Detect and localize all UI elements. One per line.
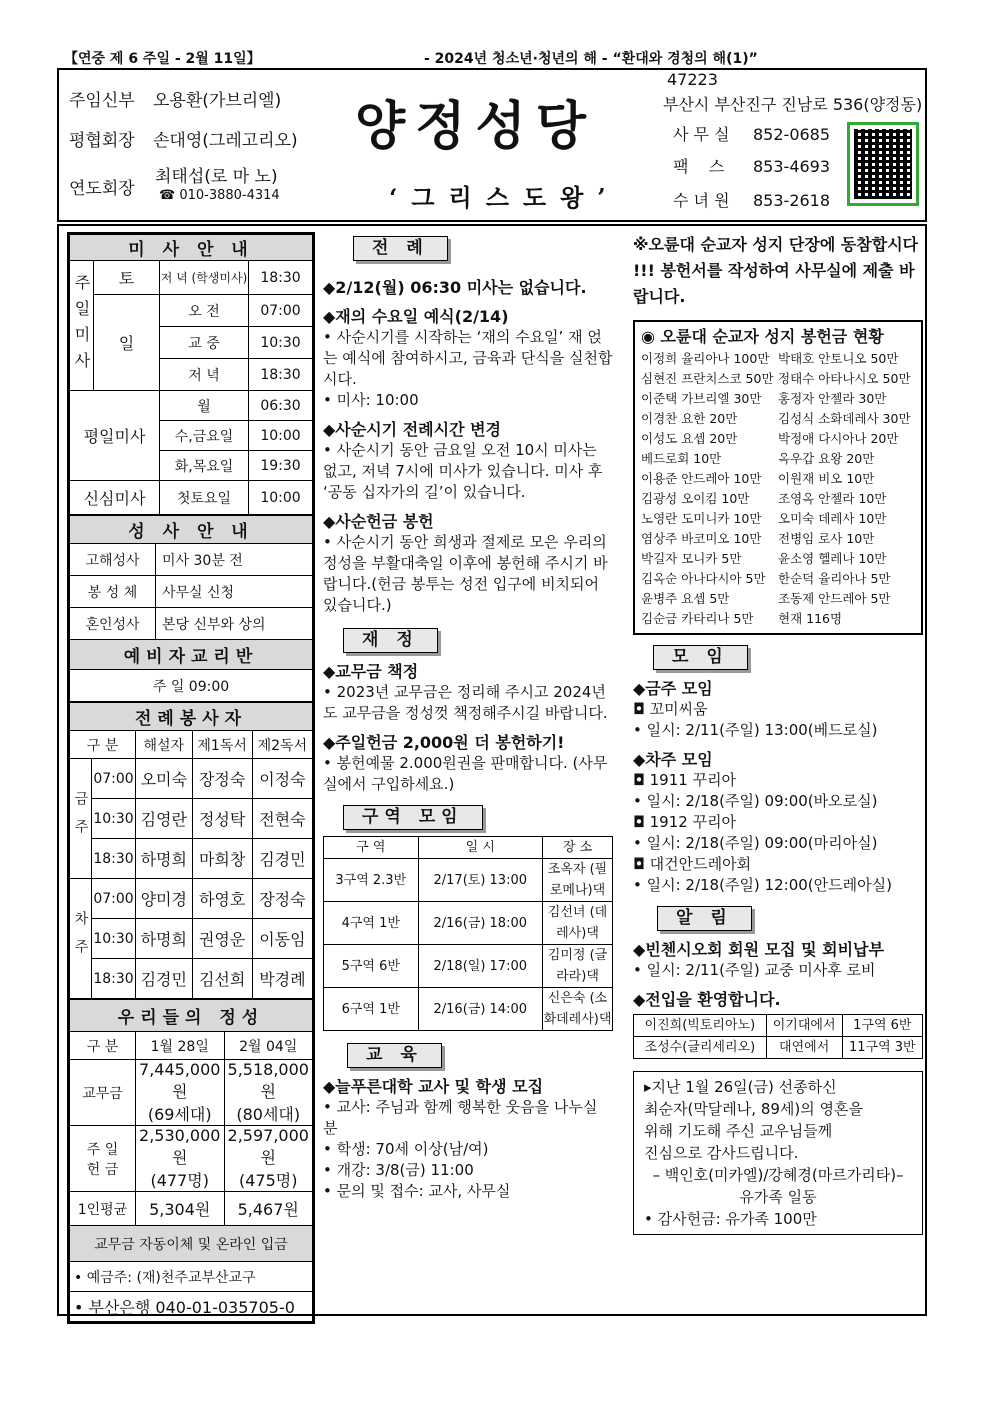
odyundae-notice: ※오륜대 순교자 성지 단장에 동참합시다 !!! 봉헌서를 작성하여 사무실에 제출 바랍니다. [633,235,919,306]
issue-line [64,48,914,68]
convent-row: 수 녀 원 853-2618 [673,191,831,210]
issue-date: 【연중 제 6 주일 - 2월 11일】 [64,51,261,67]
pastor-row: 주임신부 오용환(가브리엘) [69,91,282,111]
parish-subtitle: ‘그리스도왕’ [389,183,620,212]
sacrament-table: 성 사 안 내 고해성사 미사 30분 전 봉 성 체 사무실 신청 혼인성사 본당 신부와 상의 예비자교리반 주 일 09:00 [69,515,313,702]
district-title: 구역 모임 [343,805,483,830]
address: 부산시 부산진구 진남로 536(양정동) [663,95,923,114]
sun-label: 일 [94,295,160,391]
office-row: 사 무 실 852-0685 [673,125,831,144]
yeondo-name: 최태섭(로 마 노) [155,167,278,187]
qr-code-icon[interactable] [847,122,919,206]
offering-table: 우리들의 정성 구 분 1월 28일 2월 04일 교무금 7,445,000원 (69세대) 5,518,000원 (80세대) 주 일 헌 금 2,530,000원 (477명) 2,597,000원 (475명) 1인평균 5,304원 5,467원 교무금 자동이체 및 온라인 입금 • 예금주: (재)천주교부산교구 • 부산은행 040-01-035705-0 [69,999,313,1322]
thanks-memo: ▸지난 1월 26일(금) 선종하신 최순자(막달레나, 89세)의 영혼을 위해 기도해 주신 교우님들께 진심으로 감사드립니다. – 백인호(미카엘)/강혜경(마르가리타)– 유가족 일동 • 감사헌금: 유가족 100만 [633,1071,923,1235]
parish-title: 양정성당 [355,96,596,157]
postcode: 47223 [667,70,718,89]
finance-title: 재 정 [343,628,438,653]
education-title: 교 육 [347,1043,442,1068]
sunday-label: 주일미사 [70,261,94,391]
donation-table: 이정희 율리아나 100만 박태호 안토니오 50만 심현진 프란치스코 50만 정태수 아타나시오 50만 이준택 가브리엘 30만 홍정자 안젤라 30만 이경찬 요한 20만 김성식 소화데레사 30만 이성도 요셉 20만 박정애 다시아나 20만 베드로회 10만 옥우갑 요왕 20만 이용준 안드레아 10만 이원재 비오 10만 김광성 오이킴 10만 조영옥 안젤라 10만 노영란 도미니카 10만 오미숙 데레사 10만 염상주 바코미오 10만 전병임 로사 10만 박길자 모니카 5만 윤소영 헬레나 10만 김옥순 아나다시아 5만 한순덕 율리아나 5만 윤병주 요셉 5만 조동제 안드레아 5만 김순금 카타리나 5만 현재 116명 [641,351,911,626]
weekday-label: 평일미사 [70,391,160,481]
mass-time: 18:30 [249,261,313,295]
header [57,68,927,222]
mass-table: 미 사 안 내 주일미사 토 저 녁 (학생미사) 18:30 일 오 전 07:00 교 중 10:30 저 녁 18:30 평일미사 월 06:30 수,금요일 10:00 화,목요일 19:30 신심미사 첫토요일 10:00 [69,234,313,515]
donation-box: ◉ 오륜대 순교자 성지 봉헌금 현황 이정희 율리아나 100만 박태호 안토니오 50만 심현진 프란치스코 50만 정태수 아타나시오 50만 이준택 가브리엘 30만 홍정자 안젤라 30만 이경찬 요한 20만 김성식 소화데레사 30만 이성도 요셉 20만 박정애 다시아나 20만 베드로회 10만 옥우갑 요왕 20만 이용준 안드레아 10만 이원재 비오 10만 김광성 오이킴 10만 조영옥 안젤라 10만 노영란 도미니카 10만 오미숙 데레사 10만 염상주 바코미오 10만 전병임 로사 10만 박길자 모니카 5만 윤소영 헬레나 10만 김옥순 아나다시아 5만 한순덕 율리아나 5만 윤병주 요셉 5만 조동제 안드레아 5만 김순금 카타리나 5만 현재 116명 [633,320,923,635]
year-theme: - 2024년 청소년·청년의 해 - “환대와 경청의 해(1)” [424,51,758,67]
yeondo-row: 연도회장 [69,179,135,199]
liturgy-title: 전 례 [353,236,448,261]
mass-name: 저 녁 (학생미사) [160,261,249,295]
welcome-table: 이진희(빅토리아노) 이기대에서 1구역 6반 조성수(글리세리오) 대연에서 11구역 3반 [633,1014,923,1059]
fax-row: 팩 스 853-4693 [673,157,831,176]
right-column: ※오륜대 순교자 성지 단장에 동참합시다 !!! 봉헌서를 작성하여 사무실에 제출 바랍니다. ◉ 오륜대 순교자 성지 봉헌금 현황 이정희 율리아나 100만 박태호 안토니오 50만 심현진 프란치스코 50만 정태수 아타나시오 50만 이준택 가브리엘 30만 홍정자 안젤라 30만 이경찬 요한 20만 김성식 소화데레사 30만 이성도 요셉 20만 박정애 다시아나 20만 베드로회 10만 옥우갑 요왕 20만 이용준 안드레아 10만 이원재 비오 10만 김광성 오이킴 10만 조영옥 안젤라 10만 노영란 도미니카 10만 오미숙 데레사 10만 염상주 바코미오 10만 전병임 로사 10만 박길자 모니카 5만 윤소영 헬레나 10만 김옥순 아나다시아 5만 한순덕 율리아나 5만 윤병주 요셉 5만 조동제 안드레아 5만 김순금 카타리나 5만 현재 116명 모 임 ◆금주 모임 ◘ 꼬미씨움 • 일시: 2/11(주일) 13:00(베드로실) ◆차주 모임 ◘ 1911 꾸리아 • 일시: 2/18(주일) 09:00(바오로실) ◘ 1912 꾸리아 • 일시: 2/18(주일) 09:00(마리아실) ◘ 대건안드레아회 • 일시: 2/18(주일) 12:00(안드레아실) 알 림 ◆빈첸시오회 회원 모집 및 회비납부 • 일시: 2/11(주일) 교중 미사후 로비 ◆전입을 환영합니다. 이진희(빅토리아노) 이기대에서 1구역 6반 조성수(글리세리오) 대연에서 11구역 3반 ▸지난 1월 26일(금) 선종하신 최순자(막달레나, 89세)의 영혼을 위해 기도해 주신 교우님들께 진심으로 감사드립니다. – 백인호(미카엘)/강혜경(마르가리타)– 유가족 일동 • 감사헌금: 유가족 100만 [633,232,923,1235]
yeondo-phone: ☎ 010-3880-4314 [159,188,280,203]
servers-table: 전례봉사자 구 분 해설자 제1독서 제2독서 금주 07:00 오미숙 장정숙 이정숙 10:30 김영란 정성탁 전현숙 18:30 하명희 마희창 김경민 차주 07:00 양미경 하영호 장정숙 10:30 하명희 권영운 이동임 18:30 김경민 김선희 박경례 [69,702,313,999]
mass-title: 미 사 안 내 [70,235,313,261]
sat-label: 토 [94,261,160,295]
middle-column: 전 례 ◆2/12(월) 06:30 미사는 없습니다. ◆재의 수요일 예식(2/14) • 사순시기를 시작하는 ‘재의 수요일’ 재 얹는 예식에 참여하시고, 금육과 단식을 실천합시다. • 미사: 10:00 ◆사순시기 전례시간 변경 • 사순시기 동안 금요일 오전 10시 미사는 없고, 저녁 7시에 미사가 있습니다. 미사 후 ‘공동 십자가의 길’이 있습니다. ◆사순헌금 봉헌 • 사순시기 동안 희생과 절제로 모은 우리의 정성을 부활대축일 이후에 봉헌해 주시기 바랍니다.(헌금 봉투는 성전 입구에 비치되어 있습니다.) 재 정 ◆교무금 책정 • 2023년 교무금은 정리해 주시고 2024년도 교무금을 정성껏 책정해주시길 바랍니다. ◆주일헌금 2,000원 더 봉헌하기! • 봉헌예물 2.000원권을 판매합니다. (사무실에서 구입하세요.) 구역 모임 구 역 일 시 장 소 3구역 2.3반 2/17(토) 13:00 조옥자 (필로메나)댁 4구역 1반 2/16(금) 18:00 김선녀 (데레사)댁 5구역 6반 2/18(일) 17:00 김미정 (글라라)댁 6구역 1반 2/16(금) 14:00 신은숙 (소화데레사)댁 교 육 ◆늘푸른대학 교사 및 학생 모집 • 교사: 주님과 함께 행복한 웃음을 나누실 분 • 학생: 70세 이상(남/여) • 개강: 3/8(금) 11:00 • 문의 및 접수: 교사, 사무실 [323,238,613,1200]
meeting-title: 모 임 [653,645,748,670]
main-body [57,224,927,1316]
council-row: 평협회장 손대영(그레고리오) [69,131,298,151]
notice-title: 알 림 [657,906,752,931]
district-table: 구 역 일 시 장 소 3구역 2.3반 2/17(토) 13:00 조옥자 (필로메나)댁 4구역 1반 2/16(금) 18:00 김선녀 (데레사)댁 5구역 6반 2/18(일) 17:00 김미정 (글라라)댁 6구역 1반 2/16(금) 14:00 신은숙 (소화데레사)댁 [323,836,613,1031]
left-column [67,232,315,1324]
